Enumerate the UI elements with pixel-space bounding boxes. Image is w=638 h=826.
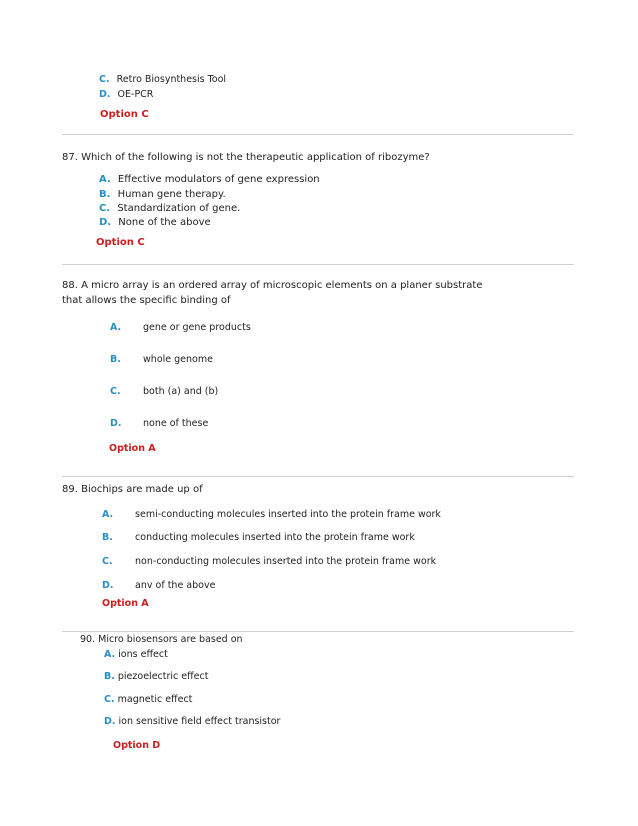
option-letter: D. (102, 580, 114, 591)
q87-option-c (99, 203, 240, 214)
q89-option-c (102, 556, 436, 567)
option-letter: A. (110, 322, 122, 333)
option-text: ions effect (118, 649, 168, 660)
option-letter: D. (104, 716, 116, 727)
option-letter: C. (102, 556, 113, 567)
option-text: piezoelectric effect (117, 671, 209, 682)
option-text: both (a) and (b) (143, 386, 219, 397)
option-letter: D. (110, 418, 122, 429)
option-letter: B. (110, 354, 121, 365)
q88-option-d (110, 418, 208, 429)
q89-answer: Option A (102, 598, 149, 609)
q86-option-c (99, 74, 226, 85)
q87-option-d (99, 217, 211, 228)
divider (62, 264, 574, 265)
q88-option-a (110, 322, 251, 333)
option-letter: D. (99, 217, 112, 228)
q87-option-b (99, 189, 226, 200)
q87-option-a (99, 174, 320, 185)
q90-answer: Option D (113, 740, 161, 751)
q89-option-b (102, 532, 415, 543)
q90-option-b (104, 671, 208, 682)
option-letter: D. (99, 89, 111, 100)
option-text: ion sensitive field effect transistor (118, 716, 281, 727)
option-letter: B. (104, 671, 115, 682)
divider (62, 631, 574, 632)
option-text: Standardization of gene. (117, 203, 241, 214)
option-text: Human gene therapy. (117, 189, 226, 200)
divider (62, 134, 574, 135)
option-letter: C. (99, 203, 111, 214)
option-letter: A. (99, 174, 111, 185)
option-text: Retro Biosynthesis Tool (116, 74, 227, 85)
option-text: semi-conducting molecules inserted into the protein frame work (135, 509, 441, 520)
option-letter: C. (104, 694, 115, 705)
q90-option-c (104, 694, 192, 705)
option-text: magnetic effect (117, 694, 193, 705)
option-letter: C. (99, 74, 110, 85)
q88-option-b (110, 354, 213, 365)
option-text: conducting molecules inserted into the protein frame work (135, 532, 415, 543)
option-letter: B. (99, 189, 111, 200)
option-text: non-conducting molecules inserted into the protein frame work (135, 556, 437, 567)
q89-question: 89. Biochips are made up of (62, 484, 203, 495)
q90-option-d (104, 716, 280, 727)
q90-option-a (104, 649, 168, 660)
option-text: none of these (143, 418, 209, 429)
option-letter: B. (102, 532, 113, 543)
q90-question: 90. Micro biosensors are based on (80, 634, 243, 645)
option-text: gene or gene products (143, 322, 251, 333)
divider (62, 476, 574, 477)
q88-question-line1: 88. A micro array is an ordered array of microscopic elements on a planer substrate (62, 280, 483, 291)
option-text: None of the above (118, 217, 211, 228)
option-text: anv of the above (135, 580, 216, 591)
option-letter: C. (110, 386, 121, 397)
q86-option-d (99, 89, 153, 100)
q88-option-c (110, 386, 218, 397)
q89-option-d (102, 580, 215, 591)
q86-answer: Option C (100, 109, 149, 120)
q88-question-line2: that allows the specific binding of (62, 295, 231, 306)
option-letter: A. (102, 509, 114, 520)
q89-option-a (102, 509, 441, 520)
q87-answer: Option C (96, 237, 145, 248)
option-text: OE-PCR (117, 89, 154, 100)
q87-question: 87. Which of the following is not the therapeutic application of ribozyme? (62, 152, 430, 163)
q88-answer: Option A (109, 443, 156, 454)
option-text: whole genome (143, 354, 213, 365)
option-letter: A. (104, 649, 116, 660)
option-text: Effective modulators of gene expression (117, 174, 320, 185)
